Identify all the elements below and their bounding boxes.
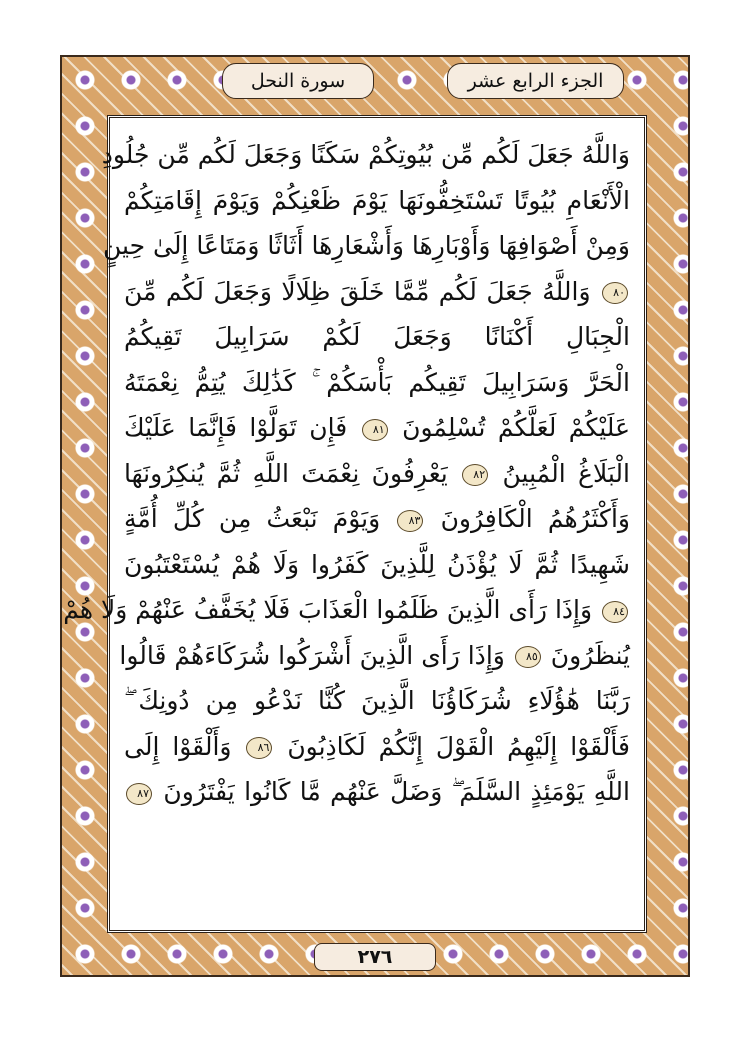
text-line — [101, 132, 630, 178]
text-line — [124, 542, 630, 588]
text-line — [119, 633, 630, 679]
ayah-number-marker: ٨٧ — [126, 783, 152, 805]
verse-text: وَمِنْ أَصْوَافِهَا وَأَوْبَارِهَا وَأَشْعَارِهَا أَثَاثًا وَمَتَاعًا إِلَىٰ حِينٍ — [103, 231, 630, 260]
text-line — [124, 724, 630, 770]
verse-text: الْبَلَاغُ الْمُبِينُ — [502, 458, 630, 488]
ayah-number-marker: ٨١ — [362, 419, 388, 441]
ayah-number-marker: ٨٦ — [246, 737, 272, 759]
verse-text: وَأَكْثَرُهُمُ الْكَافِرُونَ — [440, 504, 630, 533]
verse-lines — [63, 132, 630, 815]
text-line — [124, 405, 630, 451]
text-line — [124, 451, 630, 497]
ayah-number-marker: ٨٢ — [462, 464, 488, 486]
surah-name-label — [222, 63, 374, 99]
verse-text: يَعْرِفُونَ نِعْمَتَ اللَّهِ ثُمَّ يُنكِرُونَهَا — [124, 458, 448, 488]
ayah-number-marker: ٨٠ — [602, 282, 628, 304]
verse-text: وَاللَّهُ جَعَلَ لَكُم مِّن بُيُوتِكُمْ سَكَنًا وَجَعَلَ لَكُم مِّن جُلُودِ — [101, 140, 630, 169]
verse-text: اللَّهِ يَوْمَئِذٍ السَّلَمَ ۖ وَضَلَّ عَنْهُم مَّا كَانُوا يَفْتَرُونَ — [163, 777, 630, 806]
verse-text: شَهِيدًا ثُمَّ لَا يُؤْذَنُ لِلَّذِينَ كَفَرُوا وَلَا هُمْ يُسْتَعْتَبُونَ — [124, 549, 630, 579]
text-area — [63, 115, 647, 933]
verse-text: وَيَوْمَ نَبْعَثُ مِن كُلِّ أُمَّةٍ — [124, 504, 381, 533]
ayah-number-marker: ٨٣ — [397, 510, 423, 532]
text-line — [103, 223, 630, 269]
juz-name: الجزء الرابع عشر — [467, 70, 604, 92]
verse-text: وَإِذَا رَأَى الَّذِينَ أَشْرَكُوا شُرَكَاءَهُمْ قَالُوا — [119, 640, 505, 670]
verse-text: عَلَيْكُمْ لَعَلَّكُمْ تُسْلِمُونَ — [402, 413, 630, 442]
verse-text: وَاللَّهُ جَعَلَ لَكُم مِّمَّا خَلَقَ ظِلَالًا وَجَعَلَ لَكُم مِّنَ — [124, 276, 591, 306]
text-line — [124, 269, 630, 315]
page-number: ٢٧٦ — [314, 943, 436, 971]
verse-text: الْحَرَّ وَسَرَابِيلَ تَقِيكُم بَأْسَكُمْ ۚ كَذَٰلِكَ يُتِمُّ نِعْمَتَهُ — [124, 367, 630, 397]
text-line — [124, 314, 630, 360]
verse-text: يُنظَرُونَ — [550, 640, 630, 670]
verse-text: وَإِذَا رَأَى الَّذِينَ ظَلَمُوا الْعَذَابَ فَلَا يُخَفَّفُ عَنْهُمْ وَلَا هُمْ — [63, 595, 593, 624]
text-line — [124, 178, 630, 224]
surah-name: سورة النحل — [250, 70, 346, 92]
verse-text: الْأَنْعَامِ بُيُوتًا تَسْتَخِفُّونَهَا يَوْمَ ظَعْنِكُمْ وَيَوْمَ إِقَامَتِكُمْ — [124, 185, 630, 215]
ayah-number-marker: ٨٥ — [515, 646, 541, 668]
text-line — [124, 769, 630, 815]
verse-text: الْجِبَالِ أَكْنَانًا وَجَعَلَ لَكُمْ سَرَابِيلَ تَقِيكُمُ — [124, 322, 630, 351]
text-line — [124, 360, 630, 406]
juz-label — [447, 63, 624, 99]
text-line — [124, 678, 630, 724]
text-line — [124, 496, 630, 542]
verse-text: رَبَّنَا هَٰؤُلَاءِ شُرَكَاؤُنَا الَّذِينَ كُنَّا نَدْعُو مِن دُونِكَ ۖ — [124, 686, 630, 715]
ayah-number-marker: ٨٤ — [602, 601, 628, 623]
verse-text: فَإِن تَوَلَّوْا فَإِنَّمَا عَلَيْكَ — [124, 413, 348, 442]
verse-text: فَأَلْقَوْا إِلَيْهِمُ الْقَوْلَ إِنَّكُمْ لَكَاذِبُونَ — [287, 731, 630, 761]
ornamental-border — [60, 55, 690, 977]
text-line — [63, 587, 630, 633]
verse-text: وَأَلْقَوْا إِلَى — [124, 731, 232, 761]
